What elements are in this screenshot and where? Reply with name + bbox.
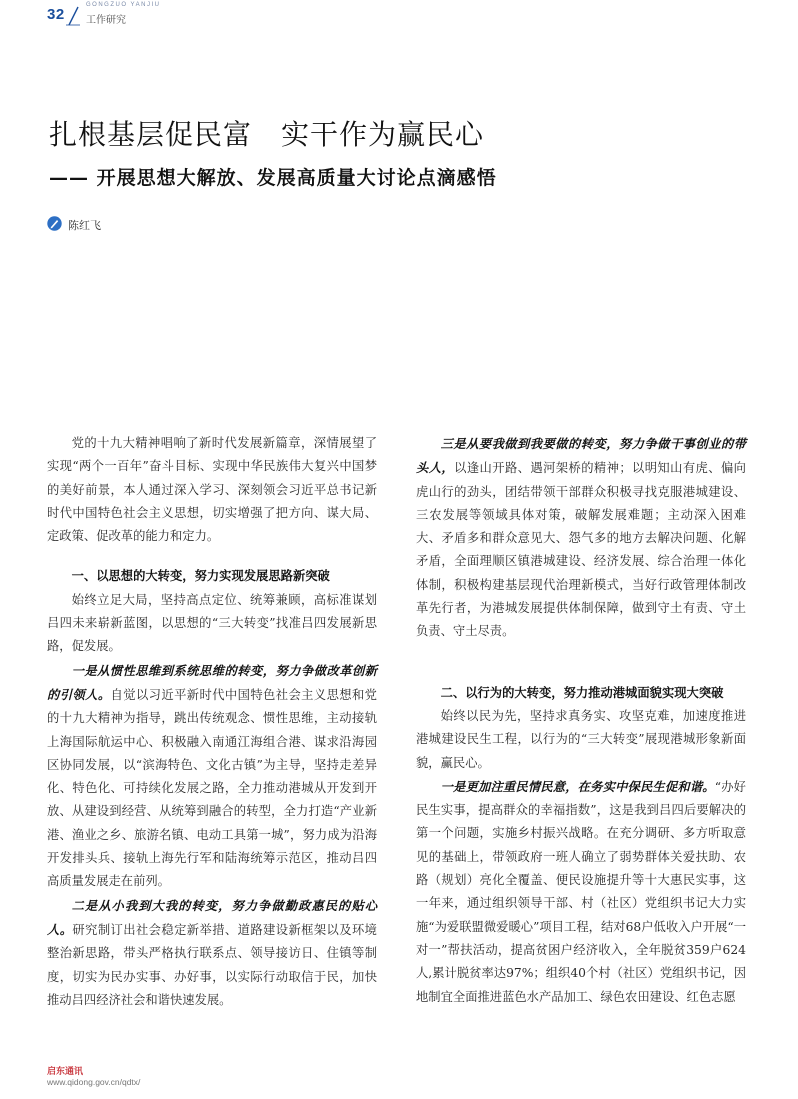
pen-icon	[47, 216, 62, 231]
point-text: “办好民生实事，提高群众的幸福指数”，这是我到吕四后要解决的第一个问题，实施乡村振兴战略。在充分调研、多方听取意见的基础上，带领政府一班人确立了弱势群体关爱扶助、农路（规划）亮化全覆盖、便民设施提升等十大惠民实事，这一年来，通过组织领导干部、村（社区）党组织书记大力实施“为爱联盟微爱暖心”项目工程，结对68户低收入户开展“一对一”帮扶活动，提高贫困户经济收入，全年脱贫359户624人,累计脱贫率达97%；组织40个村（社区）党组织书记，因地制宜全面推进蓝色水产品加工、绿色农田建设、红色志愿	[416, 779, 746, 1004]
body-column-left	[47, 432, 377, 1012]
point-lead: 三是从要我做到我要做的转变，努力争做干事创业的带头人，	[416, 436, 746, 476]
section-title: 工作研究	[86, 15, 126, 26]
page-number: 32	[47, 6, 65, 23]
paragraph: 始终以民为先，坚持求真务实、攻坚克难，加速度推进港城建设民生工程，以行为的“三大转变”展现港城形象新面貌，赢民心。	[416, 708, 746, 770]
section-pinyin: GONGZUO YANJIU	[86, 2, 161, 8]
point-text: 自觉以习近平新时代中国特色社会主义思想和党的十九大精神为指导，跳出传统观念、惯性思维，主动接轨上海国际航运中心、积极融入南通江海组合港、谋求沿海园区协同发展，以“滨海特色、文化古镇”为主导，坚持走差异化、特色化、可持续化发展之路，全力推动港城从开发到开放、从建设到经营、从统筹到融合的转型，全力打造“产业新港、渔业之乡、旅游名镇、电动工具第一城”，努力成为沿海开发排头兵、接轨上海先行军和陆海统筹示范区，推动吕四高质量发展走在前列。	[47, 687, 377, 889]
point-lead: 二是从小我到大我的转变，努力争做勤政惠民的贴心人。	[47, 897, 377, 937]
paragraph: 始终立足大局，坚持高点定位、统筹兼顾，高标准谋划吕四未来崭新蓝图，以思想的“三大转变”找准吕四发展新思路，促发展。	[47, 592, 377, 654]
paragraph-point	[416, 775, 746, 1009]
article-subtitle: —— 开展思想大解放、发展高质量大讨论点滴感悟	[49, 167, 497, 189]
point-lead: 一是从惯性思维到系统思维的转变，努力争做改革创新的引领人。	[47, 662, 377, 702]
header-slash-divider	[66, 5, 80, 27]
paragraph-point	[416, 432, 746, 644]
point-text: 以逢山开路、遇河架桥的精神；以明知山有虎、偏向虎山行的劲头，团结带领干部群众积极寻找克服港城建设、三农发展等领域具体对策，破解发展难题；主动深入困难大、矛盾多和群众意见大、怨气多的地方去解决问题、化解矛盾，全面理顺区镇港城建设、经济发展、综合治理一体化体制，积极构建基层现代治理新模式，当好行政管理体制改革先行者，为港城发展提供体制保障，做到守土有责、守土负责、守土尽责。	[416, 461, 746, 639]
paragraph-intro: 党的十九大精神唱响了新时代发展新篇章，深情展望了实现“两个一百年”奋斗目标、实现中华民族伟大复兴中国梦的美好前景，本人通过深入学习、深刻领会习近平总书记新时代中国特色社会主义思想，切实增强了把方向、谋大局、定政策、促改革的能力和定力。	[47, 436, 377, 544]
paragraph-point	[47, 659, 377, 894]
point-lead: 一是更加注重民情民意，在务实中保民生促和谐。	[440, 778, 715, 794]
footer-url[interactable]: www.qidong.gov.cn/qdtx/	[47, 1077, 141, 1087]
body-column-right	[416, 432, 746, 1009]
section-heading-1: 一、以思想的大转变，努力实现发展思路新突破	[71, 569, 330, 584]
footer-brand: 启东通讯	[47, 1067, 84, 1077]
section-heading-2: 二、以行为的大转变，努力推动港城面貌实现大突破	[440, 685, 724, 700]
author-name: 陈红飞	[68, 219, 101, 232]
point-text: 研究制订出社会稳定新举措、道路建设新框架以及环境整治新思路，带头严格执行联系点、领导接访日、住镇等制度，切实为民办实事、办好事，以实际行动取信于民，加快推动吕四经济社会和谐快速发展。	[47, 922, 377, 1007]
paragraph-point	[47, 894, 377, 1012]
article-title: 扎根基层促民富 实干作为赢民心	[49, 118, 485, 151]
